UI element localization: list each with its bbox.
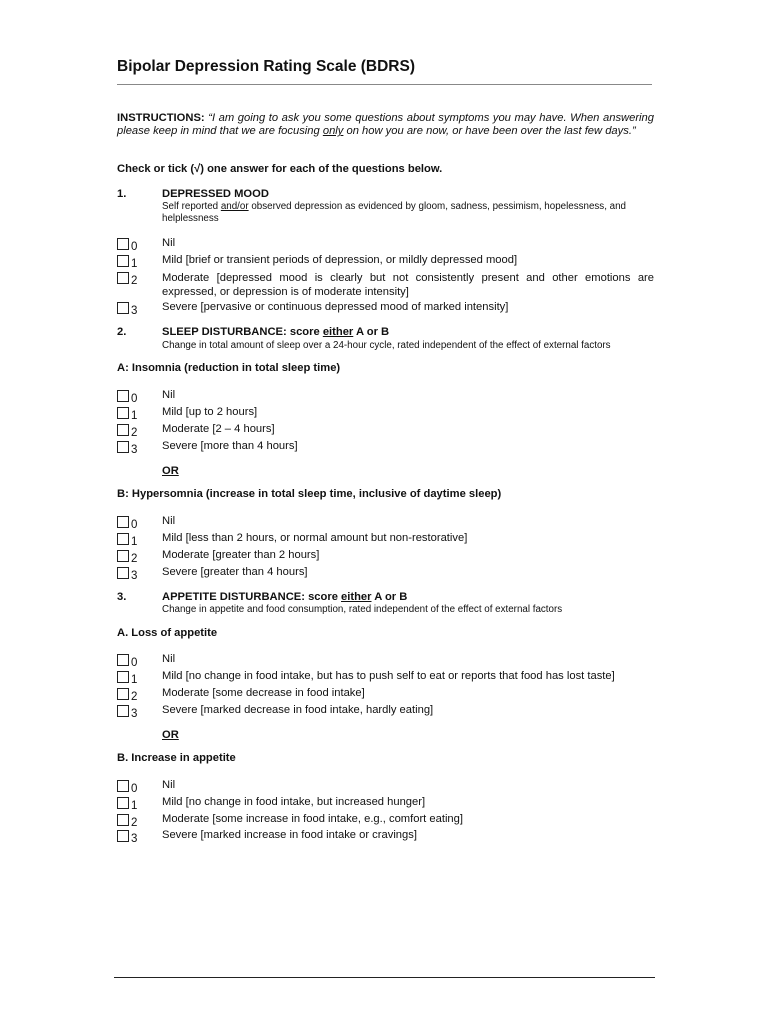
question-2-description: Change in total amount of sleep over a 24-hour cycle, rated independent of the effect of external factors — [162, 340, 611, 351]
checkbox[interactable] — [117, 550, 129, 562]
q1-option-2[interactable] — [117, 271, 654, 301]
q3b-option-0[interactable] — [117, 779, 654, 795]
option-score: 0 — [131, 783, 138, 795]
q3b-option-3[interactable] — [117, 829, 654, 845]
footer-divider — [114, 977, 655, 978]
checkbox[interactable] — [117, 533, 129, 545]
option-text: Mild [no change in food intake, but increased hunger] — [162, 796, 426, 808]
q2b-option-1[interactable] — [117, 532, 654, 548]
checkbox[interactable] — [117, 797, 129, 809]
page-title: Bipolar Depression Rating Scale (BDRS) — [117, 58, 416, 75]
q3-part-b-label: B. Increase in appetite — [117, 752, 236, 764]
option-text: Mild [up to 2 hours] — [162, 406, 258, 418]
option-score: 3 — [131, 833, 138, 845]
checkbox[interactable] — [117, 705, 129, 717]
title-divider — [117, 84, 652, 85]
question-1-number: 1. — [117, 188, 127, 200]
check-tick-note: Check or tick (√) one answer for each of the questions below. — [117, 163, 443, 175]
checkbox[interactable] — [117, 780, 129, 792]
checkbox[interactable] — [117, 255, 129, 267]
question-3-heading: APPETITE DISTURBANCE: score either A or B — [162, 591, 408, 603]
checkbox[interactable] — [117, 441, 129, 453]
option-score: 3 — [131, 570, 138, 582]
option-text: Moderate [depressed mood is clearly but not consistently present and other emotions are expressed, or depression is of moderate intensity] — [162, 272, 654, 298]
q2-part-b-label: B: Hypersomnia (increase in total sleep time, inclusive of daytime sleep) — [117, 488, 502, 500]
checkbox[interactable] — [117, 516, 129, 528]
question-1-heading: DEPRESSED MOOD — [162, 188, 269, 200]
option-text: Mild [no change in food intake, but has to push self to eat or reports that food has lost taste] — [162, 670, 615, 682]
q2a-option-3[interactable] — [117, 440, 654, 456]
option-score: 2 — [131, 691, 138, 703]
checkbox[interactable] — [117, 272, 129, 284]
option-score: 0 — [131, 393, 138, 405]
option-text: Nil — [162, 779, 176, 791]
checkbox[interactable] — [117, 814, 129, 826]
checkbox[interactable] — [117, 424, 129, 436]
option-score: 2 — [131, 817, 138, 829]
option-text: Moderate [some increase in food intake, e.g., comfort eating] — [162, 813, 463, 825]
q3a-option-0[interactable] — [117, 653, 654, 669]
instructions — [117, 112, 654, 138]
q2a-option-1[interactable] — [117, 406, 654, 422]
option-text: Severe [pervasive or continuous depressed mood of marked intensity] — [162, 301, 509, 313]
checkbox[interactable] — [117, 671, 129, 683]
checkbox[interactable] — [117, 407, 129, 419]
option-text: Severe [more than 4 hours] — [162, 440, 298, 452]
option-score: 1 — [131, 674, 138, 686]
checkbox[interactable] — [117, 688, 129, 700]
option-score: 0 — [131, 657, 138, 669]
option-text: Nil — [162, 389, 176, 401]
option-text: Mild [brief or transient periods of depression, or mildly depressed mood] — [162, 254, 518, 266]
instructions-text-after: on how you are now, or have been over the last few days.” — [343, 125, 636, 137]
q2b-option-3[interactable] — [117, 566, 654, 582]
question-1-description: Self reported and/or observed depression as evidenced by gloom, sadness, pessimism, hopelessness, and helplessness — [162, 201, 626, 224]
question-3-number: 3. — [117, 591, 127, 603]
instructions-text-before: “I am going to ask you some questions about symptoms you may have. When answering please keep in mind that we are focusing — [117, 112, 654, 137]
checkbox[interactable] — [117, 390, 129, 402]
instructions-label: INSTRUCTIONS: — [117, 112, 205, 124]
q3a-option-1[interactable] — [117, 670, 654, 686]
option-text: Severe [marked increase in food intake or cravings] — [162, 829, 417, 841]
checkbox[interactable] — [117, 238, 129, 250]
checkbox[interactable] — [117, 302, 129, 314]
q2-or-label: OR — [162, 465, 179, 477]
option-score: 2 — [131, 427, 138, 439]
option-score: 0 — [131, 241, 138, 253]
q3-part-a-label: A. Loss of appetite — [117, 627, 218, 639]
option-text: Moderate [2 – 4 hours] — [162, 423, 275, 435]
option-text: Severe [marked decrease in food intake, hardly eating] — [162, 704, 434, 716]
option-text: Mild [less than 2 hours, or normal amount but non-restorative] — [162, 532, 468, 544]
option-score: 1 — [131, 800, 138, 812]
option-text: Nil — [162, 515, 176, 527]
checkbox[interactable] — [117, 654, 129, 666]
option-score: 2 — [131, 275, 138, 287]
option-text: Nil — [162, 653, 176, 665]
instructions-emphasis: only — [322, 125, 344, 137]
q1-option-1[interactable] — [117, 254, 654, 270]
q2-part-a-label: A: Insomnia (reduction in total sleep time) — [117, 362, 341, 374]
option-text: Moderate [greater than 2 hours] — [162, 549, 320, 561]
q3-or-label: OR — [162, 729, 179, 741]
option-score: 0 — [131, 519, 138, 531]
option-score: 3 — [131, 444, 138, 456]
q3b-option-1[interactable] — [117, 796, 654, 812]
option-score: 2 — [131, 553, 138, 565]
option-score: 1 — [131, 536, 138, 548]
option-text: Moderate [some decrease in food intake] — [162, 687, 365, 699]
checkbox[interactable] — [117, 567, 129, 579]
q3a-option-3[interactable] — [117, 704, 654, 720]
option-score: 1 — [131, 258, 138, 270]
option-score: 3 — [131, 305, 138, 317]
q1-option-0[interactable] — [117, 237, 654, 253]
question-2-number: 2. — [117, 326, 127, 338]
question-2-heading: SLEEP DISTURBANCE: score either A or B — [162, 326, 390, 338]
option-text: Severe [greater than 4 hours] — [162, 566, 308, 578]
q2b-option-0[interactable] — [117, 515, 654, 531]
q1-option-3[interactable] — [117, 301, 654, 317]
option-score: 1 — [131, 410, 138, 422]
q2a-option-0[interactable] — [117, 389, 654, 405]
q2b-option-2[interactable] — [117, 549, 654, 565]
checkbox[interactable] — [117, 830, 129, 842]
option-text: Nil — [162, 237, 176, 249]
q3a-option-2[interactable] — [117, 687, 654, 703]
q3b-option-2[interactable] — [117, 813, 654, 829]
question-3-description: Change in appetite and food consumption, rated independent of the effect of external factors — [162, 604, 563, 615]
q2a-option-2[interactable] — [117, 423, 654, 439]
option-score: 3 — [131, 708, 138, 720]
